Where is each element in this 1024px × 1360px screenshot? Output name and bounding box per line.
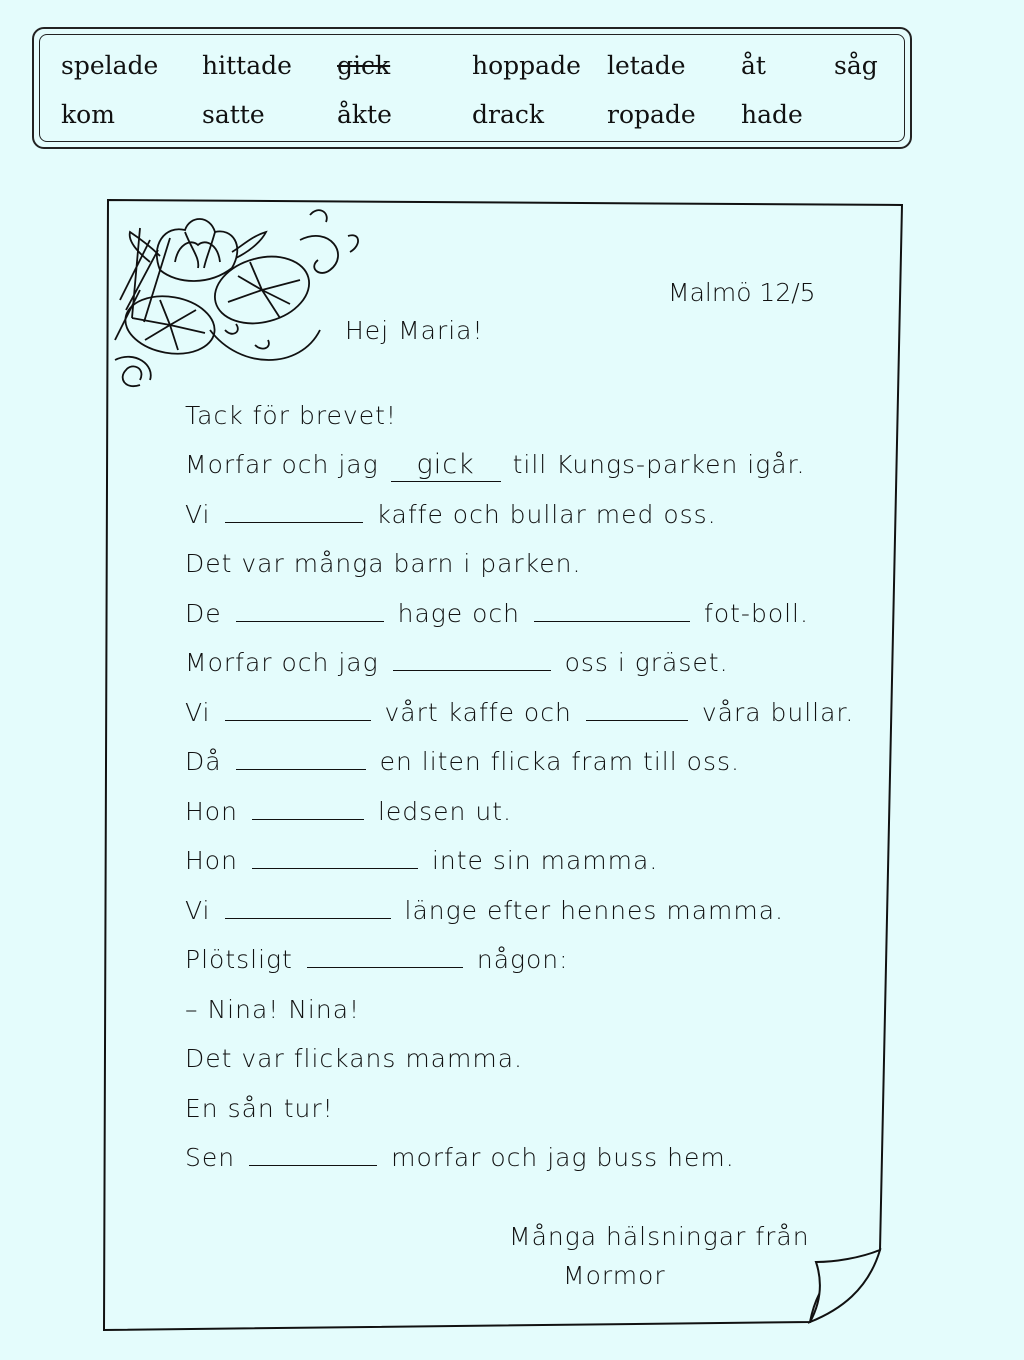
line-text: Plötsligt: [185, 945, 293, 974]
bank-word: hittade: [202, 51, 292, 80]
letter-date: Malmö 12/5: [668, 278, 816, 307]
line-text: hage och: [397, 599, 521, 628]
letter-line: [185, 548, 581, 580]
letter-line: [185, 845, 658, 877]
bank-word: satte: [202, 100, 265, 129]
line-text: Vi: [185, 500, 211, 529]
line-text: Då: [185, 747, 222, 776]
line-text: Morfar och jag: [185, 648, 379, 677]
answer-blank[interactable]: [225, 898, 391, 919]
letter-line: [185, 598, 809, 630]
bank-word: såg: [834, 51, 878, 80]
letter-line: [185, 647, 729, 679]
letter-line: [185, 994, 360, 1026]
letter-closing: Många hälsningar från: [509, 1222, 810, 1251]
answer-blank[interactable]: [252, 799, 364, 820]
bank-word: hoppade: [472, 51, 581, 80]
answer-blank[interactable]: [307, 947, 463, 968]
line-text: länge efter hennes mamma.: [404, 896, 785, 925]
line-text: fot-boll.: [704, 599, 809, 628]
letter-line: [185, 449, 806, 482]
letter-line: [185, 697, 854, 729]
letter-greeting: Hej Maria!: [345, 316, 484, 345]
line-text: Hon: [185, 846, 238, 875]
line-text: Sen: [185, 1143, 236, 1172]
line-text: Tack för brevet!: [185, 401, 397, 430]
letter-line: [185, 1142, 735, 1174]
line-text: en liten flicka fram till oss.: [379, 747, 740, 776]
line-text: – Nina! Nina!: [185, 995, 361, 1024]
letter-line: [185, 796, 512, 828]
bank-word: spelade: [61, 51, 159, 80]
answer-blank[interactable]: [586, 700, 688, 721]
line-text: morfar och jag buss hem.: [391, 1143, 735, 1172]
letter-line: [185, 1043, 523, 1075]
letter-line: [185, 895, 784, 927]
line-text: Hon: [185, 797, 238, 826]
letter-line: [185, 944, 569, 976]
letter-line: [185, 499, 717, 531]
answer-blank[interactable]: [249, 1145, 377, 1166]
bank-word-used: gick: [337, 51, 391, 80]
line-text: ledsen ut.: [377, 797, 512, 826]
answer-blank[interactable]: [393, 650, 551, 671]
bank-word: åt: [741, 51, 766, 80]
answer-blank[interactable]: [534, 601, 690, 622]
letter-line: [185, 400, 397, 432]
line-text: inte sin mamma.: [431, 846, 659, 875]
bank-word: letade: [607, 51, 686, 80]
line-text: någon:: [476, 945, 569, 974]
line-text: oss i gräset.: [564, 648, 729, 677]
line-text: till Kungs-parken igår.: [512, 450, 806, 479]
line-text: våra bullar.: [701, 698, 855, 727]
line-text: Det var flickans mamma.: [185, 1044, 523, 1073]
bank-word: kom: [61, 100, 115, 129]
line-text: vårt kaffe och: [384, 698, 572, 727]
line-text: De: [185, 599, 222, 628]
letter-line: [185, 746, 740, 778]
answer-blank[interactable]: [236, 749, 366, 770]
letter-line: [185, 1093, 334, 1125]
bank-word: ropade: [607, 100, 696, 129]
line-text: En sån tur!: [185, 1094, 334, 1123]
answer-blank[interactable]: [225, 700, 371, 721]
bank-word: hade: [741, 100, 803, 129]
line-text: Morfar och jag: [185, 450, 379, 479]
answer-blank[interactable]: [252, 848, 418, 869]
line-text: Vi: [185, 896, 211, 925]
line-text: kaffe och bullar med oss.: [376, 500, 717, 529]
answer-blank[interactable]: [225, 502, 363, 523]
bank-word: åkte: [337, 100, 392, 129]
letter-signature: Mormor: [563, 1261, 666, 1290]
filled-answer: gick: [391, 449, 501, 482]
bank-word: drack: [472, 100, 545, 129]
line-text: Vi: [185, 698, 211, 727]
line-text: Det var många barn i parken.: [185, 549, 582, 578]
answer-blank[interactable]: [236, 601, 384, 622]
